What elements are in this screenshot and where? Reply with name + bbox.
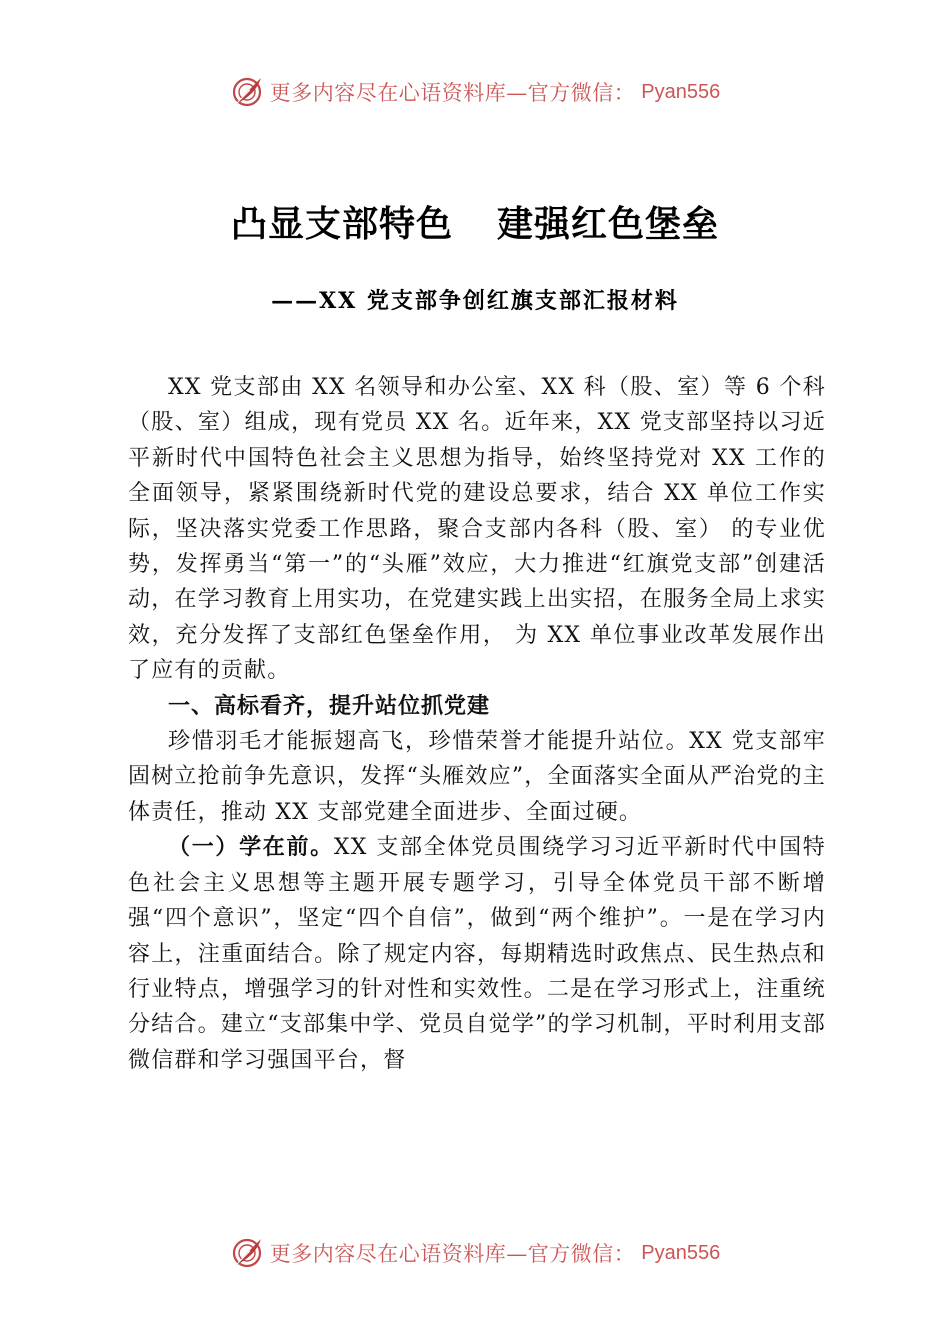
section-1-heading: 一、高标看齐，提升站位抓党建 <box>168 693 491 719</box>
watermark-banner-bottom <box>0 1233 950 1273</box>
watermark-banner-top <box>0 72 950 112</box>
document-title <box>0 196 950 247</box>
feather-pen-logo-icon <box>230 75 264 109</box>
watermark-wechat-id: Pyan556 <box>641 80 721 103</box>
document-subtitle: ——XX 党支部争创红旗支部汇报材料 <box>271 288 679 314</box>
watermark-text: 更多内容尽在心语资料库—官方微信： <box>269 1242 636 1266</box>
intro-paragraph: XX 党支部由 XX 名领导和办公室、XX 科（股、室）等 6 个科（股、室）组成，现有党员 XX 名。近年来，XX 党支部坚持以习近平新时代中国特色社会主义思想为指导，始终坚持党对 XX 工作的全面领导，紧紧围绕新时代党的建设总要求，结合 XX 单位工作实际，坚决落实党委工作思路，聚合支部内各科（股、室） 的专业优势，发挥勇当“第一”的“头雁”效应，大力推进“红旗党支部”创建活动，在学习教育上用实功，在党建实践上出实招，在服务全局上求实效，充分发挥了支部红色堡垒作用， 为 XX 单位事业改革发展作出了应有的贡献。 <box>128 375 826 684</box>
subsection-1-paragraph <box>128 830 826 1078</box>
watermark-text: 更多内容尽在心语资料库—官方微信： <box>269 81 636 105</box>
feather-pen-logo-icon <box>230 1236 264 1270</box>
subsection-1-lead: （一）学在前。 <box>168 835 334 861</box>
subsection-1-body: XX 支部全体党员围绕学习习近平新时代中国特色社会主义思想等主题开展专题学习，引导全体党员干部不断增强“四个意识”，坚定“四个自信”，做到“两个维护”。一是在学习内容上，注重面结合。除了规定内容，每期精选时政焦点、民生热点和行业特点，增强学习的针对性和实效性。二是在学习形式上，注重统分结合。建立“支部集中学、党员自觉学”的学习机制，平时利用支部微信群和学习强国平台，督 <box>128 835 827 1073</box>
section-1-paragraph: 珍惜羽毛才能振翅高飞，珍惜荣誉才能提升站位。XX 党支部牢固树立抢前争先意识，发挥“头雁效应”，全面落实全面从严治党的主体责任，推动 XX 支部党建全面进步、全面过硬。 <box>128 729 826 825</box>
title-part-1: 凸显支部特色 <box>230 204 453 245</box>
document-body <box>128 370 826 1078</box>
title-part-2: 建强红色堡垒 <box>497 204 720 245</box>
watermark-wechat-id: Pyan556 <box>641 1241 721 1264</box>
